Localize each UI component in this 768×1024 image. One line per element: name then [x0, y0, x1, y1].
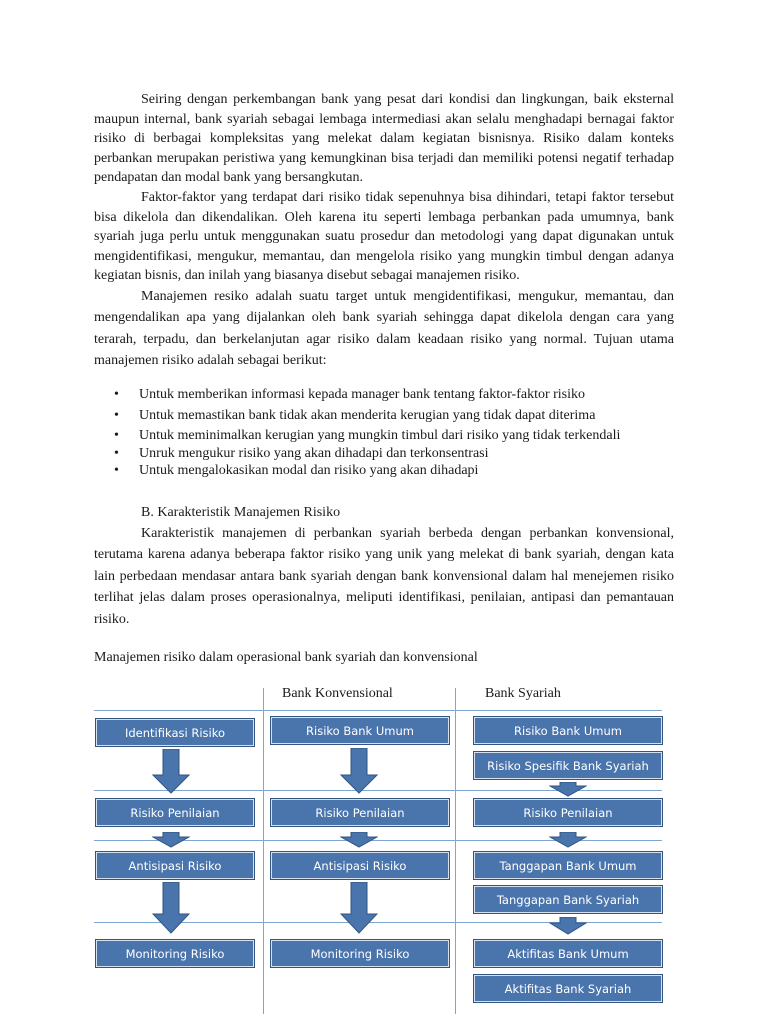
- list-item: • Untuk memastikan bank tidak akan menderita kerugian yang tidak dapat diterima: [94, 405, 674, 426]
- bullet-icon: •: [114, 407, 119, 423]
- grid-line: [94, 710, 662, 711]
- paragraph-definition: Manajemen resiko adalah suatu target untuk mengidentifikasi, mengukur, memantau, dan mengendalikan apa yang dijalankan oleh bank syariah sehingga dapat dikelola dengan cara yang terarah, terpadu, dan berkelanjutan agar risiko dalam keadaan risiko yang normal. Tujuan utama manajemen risiko adalah sebagai berikut:: [94, 288, 674, 369]
- paragraph-intro: Seiring dengan perkembangan bank yang pesat dari kondisi dan lingkungan, baik eksternal maupun internal, bank syariah sebagai lembaga intermediasi akan selalu menghadapi bernagai faktor risiko di berbagai kompleksitas yang melekat dalam kegiatan bisnisnya. Risiko dalam konteks perbankan merupakan peristiwa yang kemungkinan bisa terjadi dan memiliki potensi negatif terhadap pendapatan dan modal bank yang bersangkutan.: [94, 92, 674, 186]
- column-header-syariah: Bank Syariah: [485, 686, 561, 701]
- grid-line: [263, 688, 264, 1014]
- down-arrow-icon: [549, 917, 587, 935]
- down-arrow-icon: [152, 832, 190, 848]
- box-risiko-penilaian: Risiko Penilaian: [95, 798, 255, 827]
- box-risiko-penilaian: Risiko Penilaian: [270, 798, 450, 827]
- goals-list: [94, 384, 674, 479]
- box-risiko-bank-umum: Risiko Bank Umum: [473, 716, 663, 745]
- down-arrow-icon: [549, 832, 587, 848]
- box-risiko-penilaian: Risiko Penilaian: [473, 798, 663, 827]
- box-antisipasi-risiko: Antisipasi Risiko: [270, 851, 450, 880]
- down-arrow-icon: [340, 832, 378, 848]
- box-aktifitas-bank-syariah: Aktifitas Bank Syariah: [473, 974, 663, 1003]
- box-tanggapan-bank-umum: Tanggapan Bank Umum: [473, 851, 663, 880]
- box-antisipasi-risiko: Antisipasi Risiko: [95, 851, 255, 880]
- list-item: • Untuk memberikan informasi kepada manager bank tentang faktor-faktor risiko: [94, 384, 674, 405]
- diagram-caption: Manajemen risiko dalam operasional bank syariah dan konvensional: [94, 650, 478, 666]
- box-tanggapan-bank-syariah: Tanggapan Bank Syariah: [473, 885, 663, 914]
- list-item: • Unruk mengukur risiko yang akan dihadapi dan terkonsentrasi: [114, 445, 489, 461]
- section-heading: B. Karakteristik Manajemen Risiko: [141, 504, 341, 520]
- box-risiko-bank-umum: Risiko Bank Umum: [270, 716, 450, 745]
- list-item: • Untuk meminimalkan kerugian yang mungkin timbul dari risiko yang tidak terkendali: [114, 427, 621, 443]
- down-arrow-icon: [340, 748, 378, 794]
- box-monitoring-risiko: Monitoring Risiko: [270, 939, 450, 968]
- box-aktifitas-bank-umum: Aktifitas Bank Umum: [473, 939, 663, 968]
- grid-line: [455, 688, 456, 1014]
- down-arrow-icon: [549, 782, 587, 797]
- down-arrow-icon: [152, 749, 190, 794]
- down-arrow-icon: [152, 882, 190, 934]
- list-item: • Untuk mengalokasikan modal dan risiko yang akan dihadapi: [114, 462, 479, 478]
- document-body: [94, 90, 674, 668]
- box-risiko-spesifik-bank-syariah: Risiko Spesifik Bank Syariah: [473, 751, 663, 780]
- column-header-konvensional: Bank Konvensional: [282, 686, 393, 701]
- bullet-icon: •: [114, 445, 119, 461]
- box-identifikasi-risiko: Identifikasi Risiko: [95, 718, 255, 747]
- bullet-icon: •: [114, 386, 119, 402]
- bullet-icon: •: [114, 427, 119, 443]
- box-monitoring-risiko: Monitoring Risiko: [95, 939, 255, 968]
- paragraph-characteristics: Karakteristik manajemen di perbankan syariah berbeda dengan perbankan konvensional, terutama karena adanya beberapa faktor risiko yang unik yang melekat di bank syariah, dengan kata lain perbedaan mendasar antara bank syariah dengan bank konvensional dalam hal menejemen risiko terlihat jelas dalam proses operasionalnya, meliputi identifikasi, penilaian, antipasi dan pemantauan risiko.: [94, 525, 674, 627]
- down-arrow-icon: [340, 882, 378, 934]
- paragraph-factors: Faktor-faktor yang terdapat dari risiko tidak sepenuhnya bisa dihindari, tetapi faktor tersebut bisa dikelola dan dikendalikan. Oleh karena itu seperti lembaga perbankan pada umumnya, bank syariah juga perlu untuk menggunakan suatu prosedur dan metodologi yang dapat digunakan untuk mengidentifikasi, mengukur, memantau, dan mengelola risiko yang mungkin timbul dengan adanya kegiatan bisnis, dan inilah yang biasanya disebut sebagai manajemen risiko.: [94, 189, 674, 284]
- bullet-icon: •: [114, 462, 119, 478]
